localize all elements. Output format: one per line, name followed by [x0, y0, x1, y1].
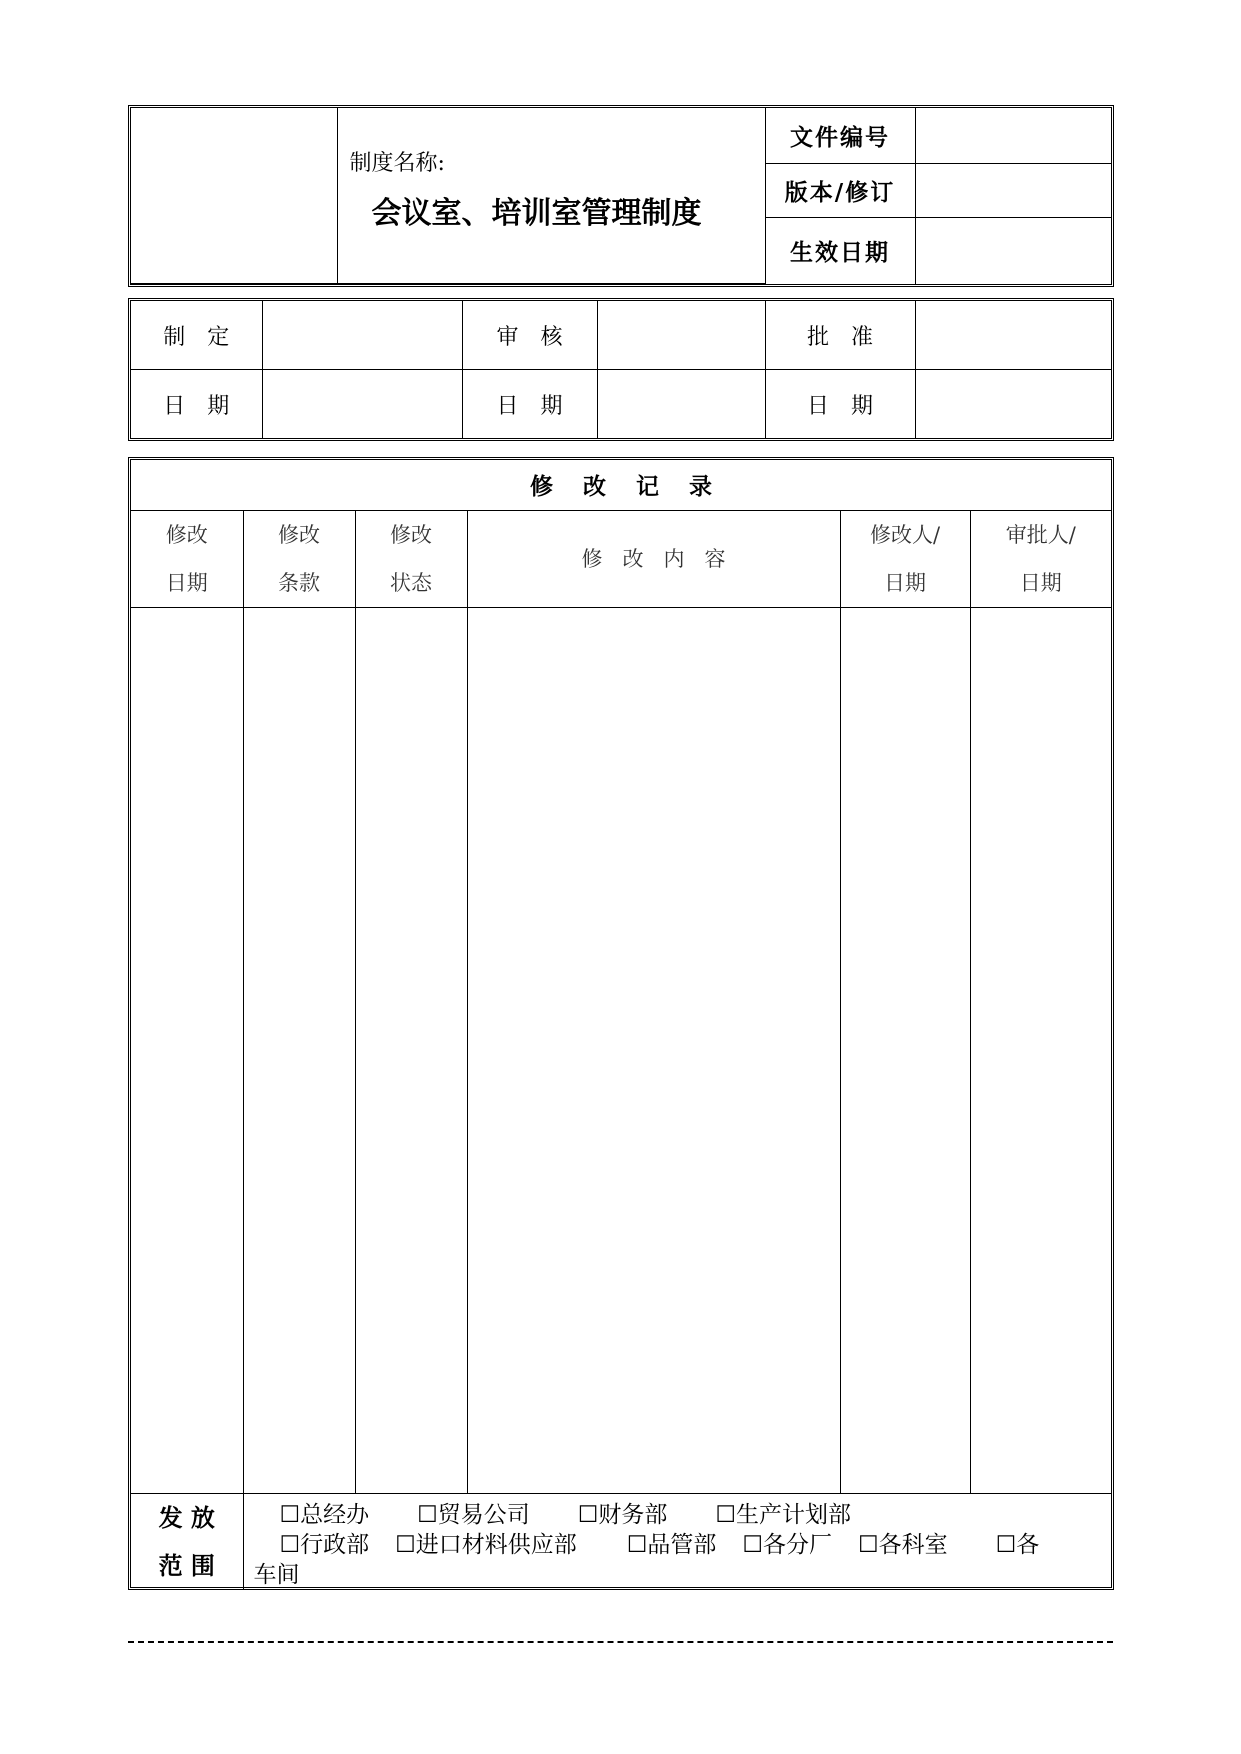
dashed-separator [128, 1641, 1113, 1643]
approval-table [131, 301, 1111, 438]
logo-cell [131, 108, 337, 284]
option-import-materials[interactable]: ☐进口材料供应部 [395, 1531, 577, 1558]
doc-number-label: 文件编号 [765, 108, 915, 163]
revision-record-box [128, 457, 1114, 1590]
option-admin[interactable]: ☐行政部 [279, 1531, 370, 1558]
policy-name-cell [337, 108, 765, 284]
record-cell-approver[interactable] [970, 607, 1111, 1493]
reviewed-date-label: 日期 [462, 370, 597, 439]
version-value[interactable] [915, 163, 1111, 217]
record-cell-date[interactable] [131, 607, 243, 1493]
prepared-date-value[interactable] [262, 370, 462, 439]
revision-record-title: 修改记录 [131, 460, 1111, 510]
reviewed-date-value[interactable] [597, 370, 765, 439]
col-header-content: 修改内容 [467, 510, 840, 607]
option-sections[interactable]: ☐各科室 [858, 1531, 948, 1558]
col-header-clause: 修改 条款 [243, 510, 355, 607]
effective-date-label: 生效日期 [765, 217, 915, 284]
distribution-line-3: 车间 [253, 1561, 300, 1588]
record-cell-status[interactable] [355, 607, 467, 1493]
option-branch-factories[interactable]: ☐各分厂 [742, 1531, 832, 1558]
option-workshops[interactable]: ☐各 [995, 1531, 1040, 1558]
header-table [131, 108, 1111, 284]
effective-date-value[interactable] [915, 217, 1111, 284]
doc-number-value[interactable] [915, 108, 1111, 163]
record-cell-clause[interactable] [243, 607, 355, 1493]
distribution-options [243, 1493, 1111, 1590]
col-header-status: 修改 状态 [355, 510, 467, 607]
col-header-modifier: 修改人/ 日期 [840, 510, 970, 607]
header-box [128, 105, 1114, 287]
prepared-by-value[interactable] [262, 301, 462, 370]
prepared-by-label: 制定 [131, 301, 262, 370]
approved-by-label: 批准 [765, 301, 915, 370]
policy-title: 会议室、培训室管理制度 [371, 196, 702, 231]
reviewed-by-value[interactable] [597, 301, 765, 370]
distribution-line-2 [254, 1530, 1102, 1560]
option-general-office[interactable]: ☐总经办 [279, 1501, 370, 1528]
reviewed-by-label: 审核 [462, 301, 597, 370]
col-header-date: 修改 日期 [131, 510, 243, 607]
record-cell-modifier[interactable] [840, 607, 970, 1493]
col-header-approver: 审批人/ 日期 [970, 510, 1111, 607]
record-cell-content[interactable] [467, 607, 840, 1493]
revision-record-table [131, 460, 1111, 1590]
approved-by-value[interactable] [915, 301, 1111, 370]
distribution-line-1 [254, 1500, 1102, 1530]
distribution-label: 发 放 范 围 [131, 1493, 243, 1590]
option-production-planning[interactable]: ☐生产计划部 [715, 1501, 851, 1528]
option-finance[interactable]: ☐财务部 [577, 1501, 668, 1528]
option-trading-company[interactable]: ☐贸易公司 [417, 1501, 530, 1528]
approval-box [128, 298, 1114, 441]
prepared-date-label: 日期 [131, 370, 262, 439]
approved-date-label: 日期 [765, 370, 915, 439]
version-label: 版本/修订 [765, 163, 915, 217]
approved-date-value[interactable] [915, 370, 1111, 439]
policy-name-label: 制度名称: [349, 151, 445, 176]
option-quality[interactable]: ☐品管部 [626, 1531, 717, 1558]
